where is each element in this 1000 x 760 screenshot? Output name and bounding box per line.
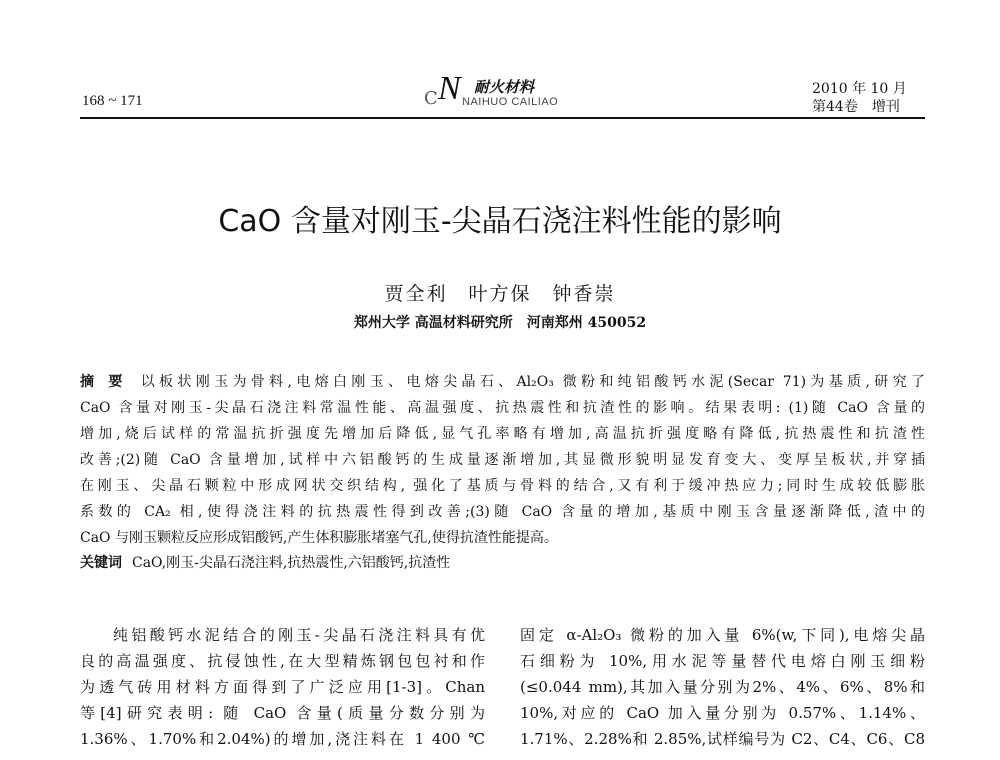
header-rule (80, 117, 925, 119)
abstract-line: CaO 与刚玉颗粒反应形成铝酸钙,产生体积膨胀堵塞气孔,使得抗渣性能提高。 (80, 530, 558, 546)
abstract-line: CaO 含量对刚玉-尖晶石浇注料常温性能、高温强度、抗热震性和抗渣性的影响。结果表明: (1)随 CaO 含量的 (80, 400, 925, 416)
page-range: 168 ~ 171 (82, 93, 143, 109)
paper-title: CaO 含量对刚玉-尖晶石浇注料性能的影响 (218, 204, 782, 239)
issue-date: 2010 年 10 月 (812, 81, 907, 97)
body-line: (≤0.044 mm),其加入量分别为2%、4%、6%、8%和 (520, 678, 925, 696)
abstract-line: 在刚玉、尖晶石颗粒中形成网状交织结构, 强化了基质与骨料的结合,又有利于缓冲热应力;同时生成较低膨胀 (80, 478, 925, 494)
body-line: 良的高温强度、抗侵蚀性,在大型精炼钢包包衬和作 (80, 652, 485, 670)
affiliation: 郑州大学 高温材料研究所 河南郑州 450052 (353, 315, 647, 331)
abstract-line (80, 371, 925, 391)
body-line: 固定 α-Al₂O₃ 微粉的加入量 6%(w,下同),电熔尖晶 (520, 626, 925, 644)
abstract-text: 以板状刚玉为骨料,电熔白刚玉、电熔尖晶石、Al₂O₃ 微粉和纯铝酸钙水泥(Secar 71)为基质,研究了 (140, 374, 925, 390)
issue-volume: 第44卷 增刊 (812, 99, 900, 115)
body-line: 10%,对应的 CaO 加入量分别为 0.57%、1.14%、 (520, 704, 925, 722)
abstract-label: 摘要 (80, 374, 137, 390)
body-line: 石细粉为 10%,用水泥等量替代电熔白刚玉细粉 (520, 652, 925, 670)
journal-logo (424, 70, 574, 112)
authors: 贾全利 叶方保 钟香崇 (384, 283, 616, 305)
logo-c-mark-icon: C (424, 88, 438, 109)
logo-n-mark-icon: N (438, 70, 461, 107)
abstract-line: 改善;(2)随 CaO 含量增加,试样中六铝酸钙的生成量逐渐增加,其显微形貌明显发育变大、变厚呈板状,并穿插 (80, 452, 925, 468)
abstract-line: 系数的 CA₂ 相,使得浇注料的抗热震性得到改善;(3)随 CaO 含量的增加,基质中刚玉含量逐渐降低,渣中的 (80, 504, 925, 520)
keywords-text: CaO,刚玉-尖晶石浇注料,抗热震性,六铝酸钙,抗渣性 (132, 555, 451, 571)
body-line: 纯铝酸钙水泥结合的刚玉-尖晶石浇注料具有优 (113, 626, 485, 644)
keywords (80, 552, 925, 572)
journal-logo-cn: 耐火材料 (474, 78, 535, 96)
keywords-label: 关键词 (80, 555, 122, 571)
body-line: 1.71%、2.28%和 2.85%,试样编号为 C2、C4、C6、C8 (520, 730, 925, 748)
journal-logo-pinyin: NAIHUO CAILIAO (462, 96, 559, 108)
body-line: 1.36%、1.70%和2.04%)的增加,浇注料在 1 400 ℃ (80, 730, 485, 748)
abstract-line: 增加,烧后试样的常温抗折强度先增加后降低,显气孔率略有增加,高温抗折强度略有降低,抗热震性和抗渣性 (80, 426, 925, 442)
body-line: 为透气砖用材料方面得到了广泛应用[1-3]。Chan (80, 678, 485, 696)
body-line: 等[4]研究表明: 随 CaO 含量(质量分数分别为 (80, 704, 485, 722)
